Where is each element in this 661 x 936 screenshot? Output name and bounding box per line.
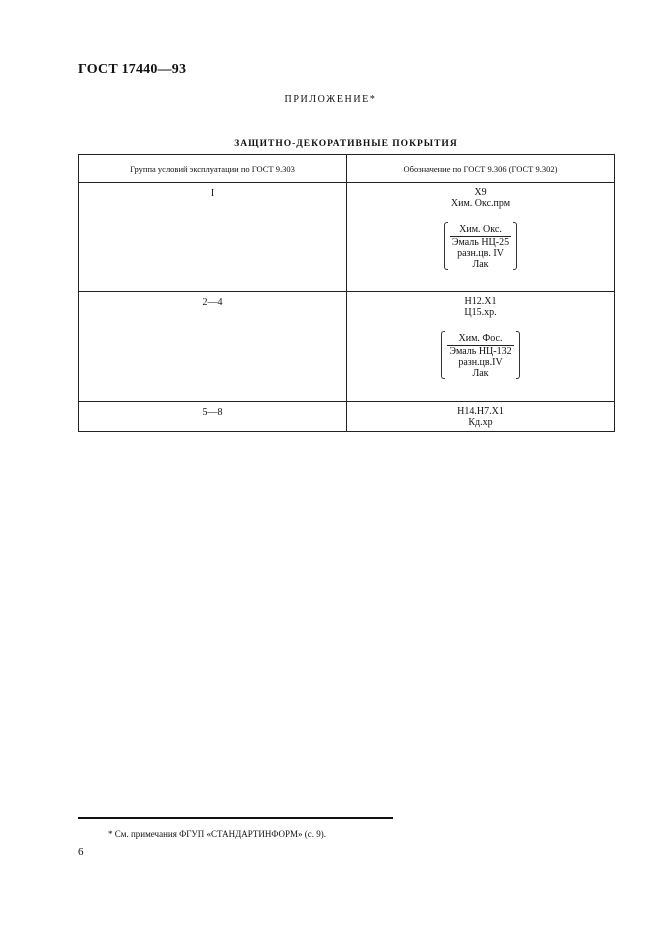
appendix-title: ПРИЛОЖЕНИЕ* [284, 94, 377, 105]
designation-line: Кд.хр [468, 417, 493, 428]
bracket-line: Лак [472, 259, 489, 270]
table-row [79, 402, 615, 432]
table-row [79, 292, 615, 402]
bracket-line: разн.цв. IV [457, 248, 504, 259]
table-title: ЗАЩИТНО-ДЕКОРАТИВНЫЕ ПОКРЫТИЯ [234, 139, 458, 149]
column-header-designation: Обозначение по ГОСТ 9.306 (ГОСТ 9.302) [347, 155, 615, 183]
column-header-group: Группа условий эксплуатации по ГОСТ 9.303 [79, 155, 347, 183]
group-cell: I [79, 183, 347, 292]
bracketed-coating-group [444, 222, 517, 270]
bracket-line: разн.цв.IV [458, 357, 503, 368]
designation-line: Н12.Х1 [464, 296, 497, 307]
bracket-top-line: Хим. Окс. [450, 222, 511, 237]
bracket-top-line: Хим. Фос. [447, 331, 513, 346]
document-header: ГОСТ 17440—93 [78, 62, 187, 77]
table-header-row [79, 155, 615, 183]
designation-line: Хим. Окс.прм [450, 198, 511, 209]
bracket-line: Эмаль НЦ-25 [451, 237, 510, 248]
designation-line: Н14.Н7.Х1 [457, 406, 504, 417]
designation-line: Х9 [474, 187, 487, 198]
group-cell: 2—4 [79, 292, 347, 402]
designation-line: Ц15.хр. [464, 307, 497, 318]
designation-cell [347, 402, 615, 432]
table-row [79, 183, 615, 292]
bracket-line: Эмаль НЦ-132 [449, 346, 512, 357]
page-number: 6 [78, 846, 84, 858]
designation-cell [347, 183, 615, 292]
footnote: * См. примечания ФГУП «СТАНДАРТИНФОРМ» (с. 9). [108, 829, 327, 839]
designation-cell [347, 292, 615, 402]
coatings-table [78, 154, 615, 432]
group-cell: 5—8 [79, 402, 347, 432]
bracketed-coating-group [441, 331, 519, 379]
bracket-line: Лак [472, 368, 489, 379]
footnote-divider [78, 817, 393, 819]
